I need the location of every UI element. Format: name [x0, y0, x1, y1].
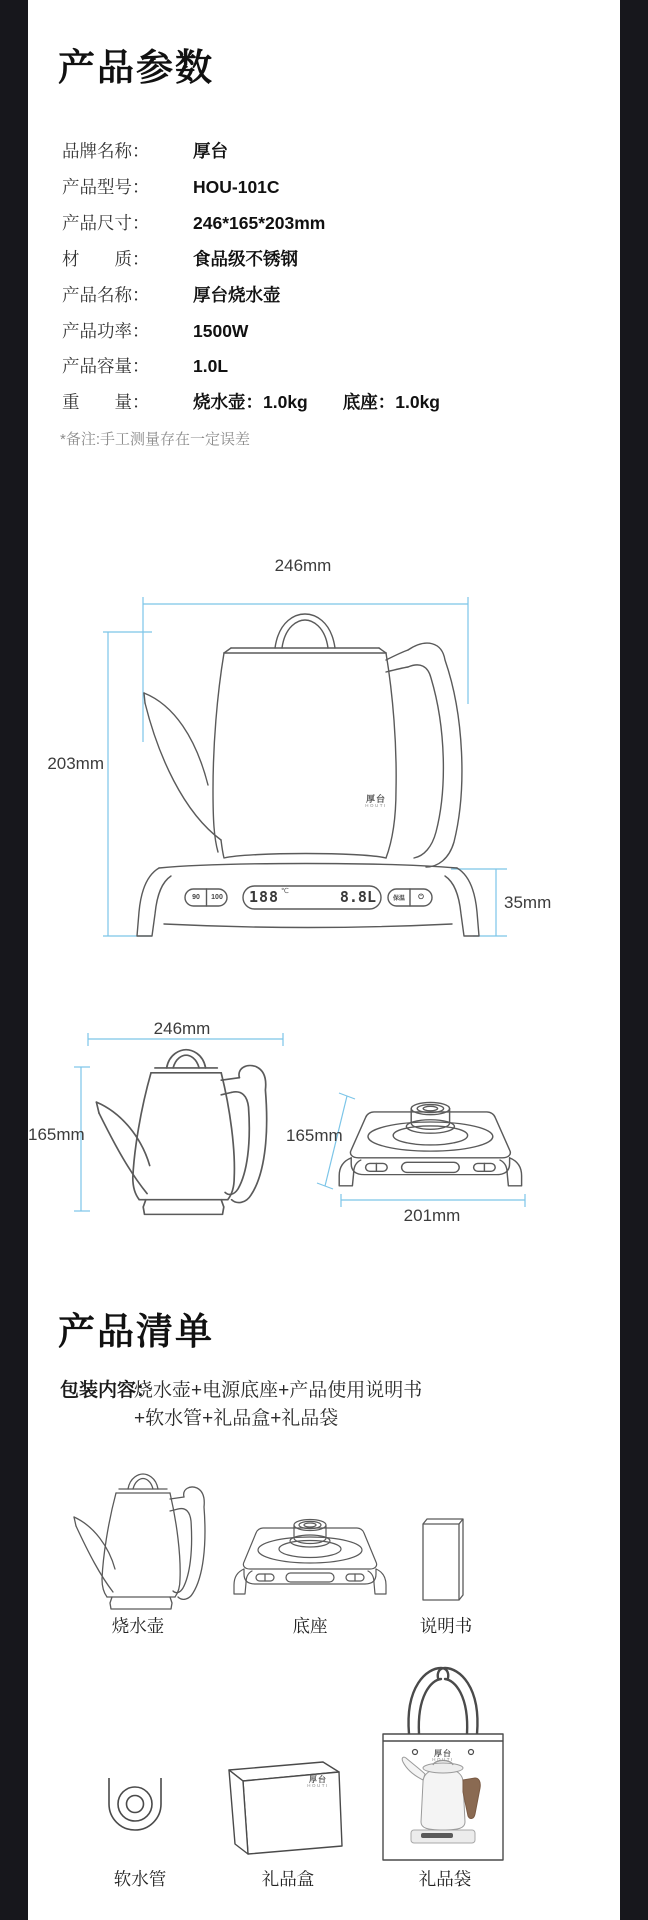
spec-value: 厚台烧水壶 — [193, 285, 281, 305]
brand-logo-cn: 厚台 — [309, 1775, 327, 1784]
spec-label: 产品功率： — [62, 321, 150, 341]
display-temp-unit: ℃ — [281, 888, 289, 895]
measurement-note: *备注:手工测量存在一定误差 — [60, 431, 251, 448]
spec-label: 产品型号： — [62, 177, 150, 197]
dim-base-depth-165mm: 165mm — [286, 1126, 343, 1145]
brand-logo-en: HOUTI — [365, 803, 387, 809]
kettle-icon — [66, 1471, 216, 1611]
spec-row-model — [62, 174, 602, 200]
brand-logo-en: HOUTI — [307, 1783, 329, 1789]
item-label-manual: 说明书 — [419, 1616, 473, 1636]
dim-side-height-165mm: 165mm — [28, 1125, 85, 1144]
spec-value: 烧水壶：1.0kg 底座：1.0kg — [193, 392, 440, 412]
display-volume: 8.8L — [339, 888, 376, 906]
brand-logo-cn: 厚台 — [365, 794, 386, 804]
spec-row-material — [62, 246, 602, 272]
content-panel — [28, 0, 620, 1920]
spec-value: 1.0L — [193, 356, 229, 376]
dim-base-width-201mm: 201mm — [403, 1206, 461, 1225]
spec-row-capacity — [62, 353, 602, 379]
spec-value: 厚台 — [193, 141, 228, 161]
item-label-base: 底座 — [292, 1616, 328, 1636]
brand-logo-cn: 厚台 — [434, 1749, 452, 1758]
item-label-kettle: 烧水壶 — [111, 1616, 165, 1636]
brand-logo-en: HOUTI — [432, 1757, 454, 1763]
dim-base-35mm: 35mm — [504, 893, 552, 912]
brand-logo — [354, 795, 398, 809]
params-section-title: 产品参数 — [58, 47, 214, 88]
spec-row-name — [62, 282, 602, 308]
dim-width-246mm: 246mm — [274, 556, 332, 575]
button-100: 100 — [211, 894, 223, 901]
main-dimension-diagram — [28, 490, 620, 970]
spec-label: 重 量： — [62, 392, 150, 412]
spec-label: 材 质： — [62, 249, 150, 269]
spec-label: 产品名称： — [62, 285, 150, 305]
package-content-line1: 烧水壶+电源底座+产品使用说明书 — [134, 1380, 423, 1401]
spec-value: HOU-101C — [193, 177, 280, 197]
display-temperature: 188 — [249, 888, 280, 906]
button-90: 90 — [192, 894, 200, 901]
gift-bag-logo — [421, 1750, 465, 1763]
dim-side-width-246mm: 246mm — [153, 1019, 211, 1038]
gift-box-icon — [215, 1742, 353, 1858]
base-icon — [233, 1512, 387, 1608]
secondary-dimension-diagrams — [28, 1010, 620, 1280]
spec-row-size — [62, 210, 602, 236]
spec-value: 食品级不锈钢 — [193, 249, 298, 269]
item-label-gift-bag: 礼品袋 — [418, 1869, 472, 1889]
button-keep-warm: 保温 — [392, 896, 405, 902]
dim-height-203mm: 203mm — [47, 754, 104, 773]
spec-value: 1500W — [193, 321, 249, 341]
package-content-line2: +软水管+礼品盒+礼品袋 — [134, 1408, 339, 1429]
button-power-icon: ⏻ — [418, 894, 424, 901]
item-label-water-tube: 软水管 — [113, 1869, 167, 1889]
water-tube-icon — [103, 1770, 167, 1834]
package-content-label: 包装内容： — [60, 1380, 156, 1401]
spec-row-power — [62, 318, 602, 344]
spec-label: 品牌名称： — [62, 141, 150, 161]
spec-row-brand — [62, 138, 602, 164]
spec-label: 产品尺寸： — [62, 213, 150, 233]
list-section-title: 产品清单 — [58, 1311, 214, 1352]
gift-box-logo — [300, 1776, 336, 1789]
spec-label: 产品容量： — [62, 356, 150, 376]
item-label-gift-box: 礼品盒 — [261, 1869, 315, 1889]
spec-row-weight — [62, 389, 602, 415]
spec-value: 246*165*203mm — [193, 213, 326, 233]
manual-icon — [420, 1516, 466, 1604]
